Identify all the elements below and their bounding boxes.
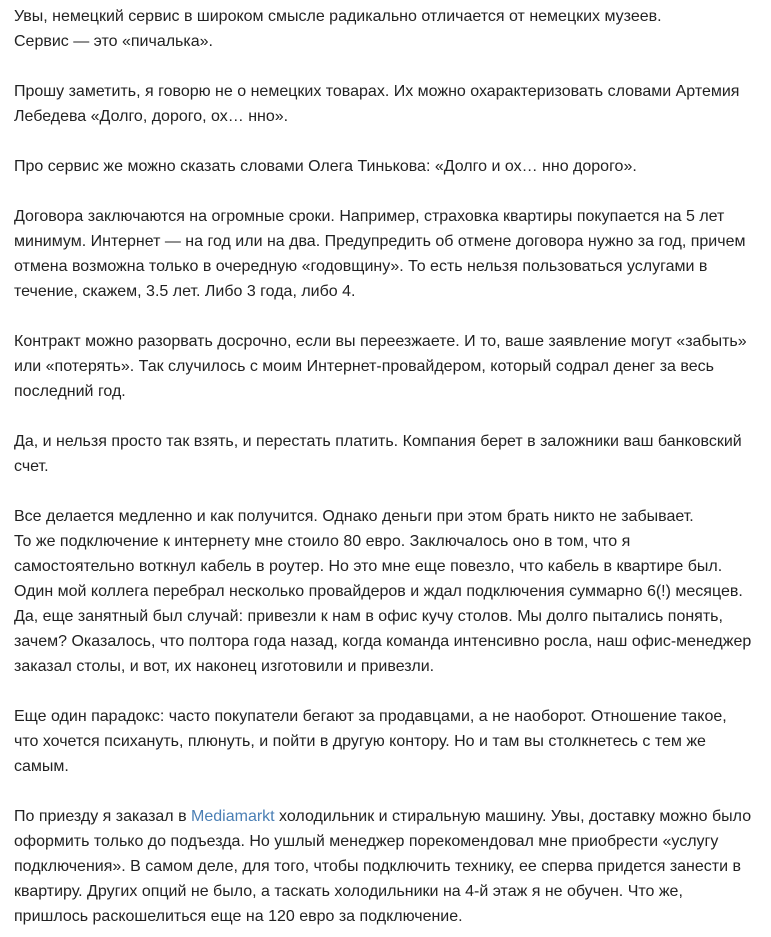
- text-line: отмена возможна только в очередную «годовщину». То есть нельзя пользоваться услугами в: [14, 258, 708, 275]
- mediamarkt-link[interactable]: Mediamarkt: [191, 808, 275, 825]
- text-line: самым.: [14, 758, 69, 775]
- text-line: Да, и нельзя просто так взять, и перестать платить. Компания берет в заложники ваш банковский: [14, 433, 742, 450]
- text-line: заказал столы, и вот, их наконец изготовили и привезли.: [14, 658, 435, 675]
- text-line: счет.: [14, 458, 49, 475]
- text-line: пришлось раскошелиться еще на 120 евро за подключение.: [14, 908, 463, 925]
- text-line: Увы, немецкий сервис в широком смысле радикально отличается от немецких музеев.: [14, 8, 662, 25]
- text-line: Сервис — это «пичалька».: [14, 33, 213, 50]
- text-line: зачем? Оказалось, что полтора года назад, когда команда интенсивно росла, наш офис-менеджер: [14, 633, 752, 650]
- paragraph-2: [14, 79, 765, 129]
- text-line: квартиру. Других опций не было, а таскать холодильники на 4-й этаж я не обучен. Что же,: [14, 883, 683, 900]
- paragraph-7: [14, 504, 765, 679]
- text-line: Лебедева «Долго, дорого, ох… нно».: [14, 108, 289, 125]
- text-line: оформить только до подъезда. Но ушлый менеджер порекомендовал мне приобрести «услугу: [14, 833, 719, 850]
- paragraph-6: [14, 429, 765, 479]
- text-line: минимум. Интернет — на год или на два. Предупредить об отмене договора нужно за год, причем: [14, 233, 746, 250]
- text-line: Все делается медленно и как получится. Однако деньги при этом брать никто не забывает.: [14, 508, 694, 525]
- text-line: Еще один парадокс: часто покупатели бегают за продавцами, а не наоборот. Отношение такое,: [14, 708, 727, 725]
- text-line: Да, еще занятный был случай: привезли к нам в офис кучу столов. Мы долго пытались понять,: [14, 608, 723, 625]
- paragraph-5: [14, 329, 765, 404]
- paragraph-8: [14, 704, 765, 779]
- text-fragment: По приезду я заказал в: [14, 808, 192, 825]
- text-line: последний год.: [14, 383, 126, 400]
- text-line: То же подключение к интернету мне стоило 80 евро. Заключалось оно в том, что я: [14, 533, 631, 550]
- text-line: Один мой коллега перебрал несколько провайдеров и ждал подключения суммарно 6(!) месяцев.: [14, 583, 743, 600]
- text-line: подключения». В самом деле, для того, чтобы подключить технику, ее сперва придется занести в: [14, 858, 741, 875]
- text-line: что хочется психануть, плюнуть, и пойти в другую контору. Но и там вы столкнетесь с тем же: [14, 733, 706, 750]
- text-line-with-link: [14, 804, 765, 829]
- paragraph-1: [14, 4, 765, 54]
- text-line: или «потерять». Так случилось с моим Интернет-провайдером, который содрал денег за весь: [14, 358, 714, 375]
- paragraph-3: [14, 154, 765, 179]
- text-fragment: холодильник и стиральную машину. Увы, доставку можно было: [274, 808, 752, 825]
- text-line: Контракт можно разорвать досрочно, если вы переезжаете. И то, ваше заявление могут «забыть»: [14, 333, 747, 350]
- text-line: самостоятельно воткнул кабель в роутер. Но это мне еще повезло, что кабель в квартире был.: [14, 558, 723, 575]
- text-line: Договора заключаются на огромные сроки. Например, страховка квартиры покупается на 5 лет: [14, 208, 725, 225]
- paragraph-4: [14, 204, 765, 304]
- text-line: Про сервис же можно сказать словами Олега Тинькова: «Долго и ох… нно дорого».: [14, 158, 637, 175]
- text-line: Прошу заметить, я говорю не о немецких товарах. Их можно охарактеризовать словами Артемия: [14, 83, 740, 100]
- paragraph-9: [14, 804, 765, 929]
- text-line: течение, скажем, 3.5 лет. Либо 3 года, либо 4.: [14, 283, 356, 300]
